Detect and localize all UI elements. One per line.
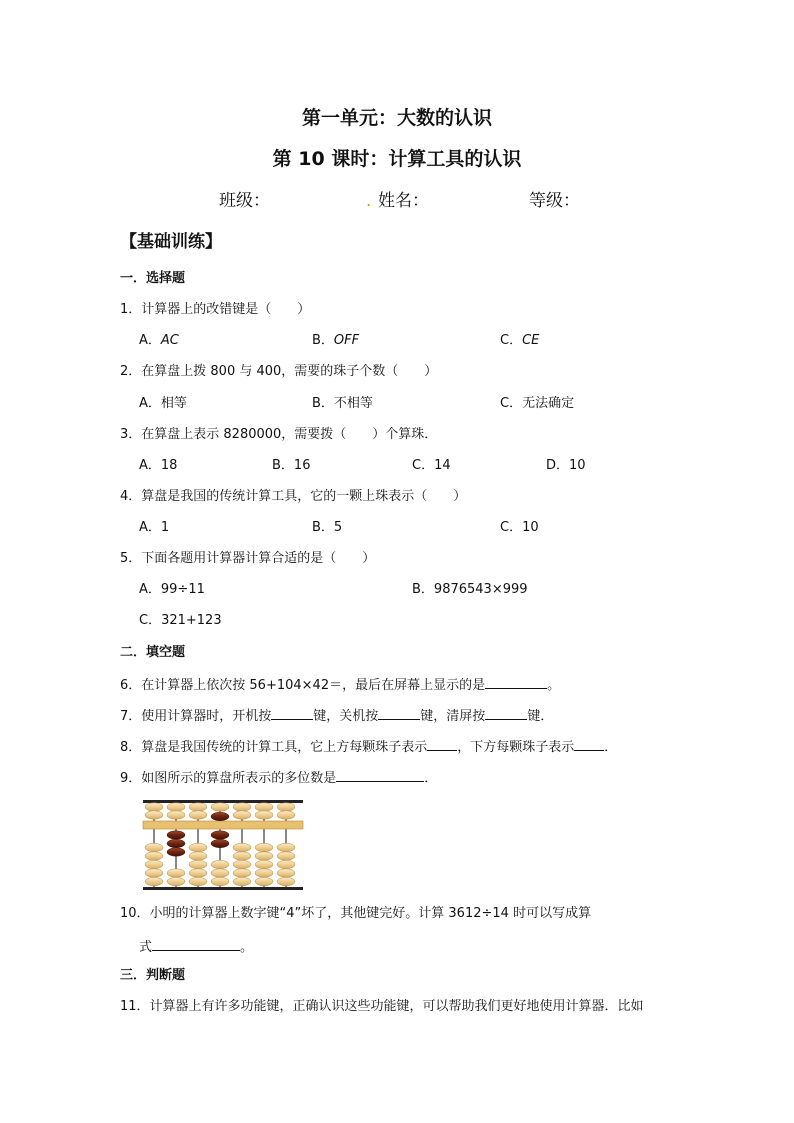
name-label: 姓名： <box>378 191 429 211</box>
abacus-bead-counted <box>167 848 185 856</box>
grade-label: 等级： <box>529 191 580 211</box>
abacus-bead <box>189 877 207 885</box>
abacus-figure <box>142 799 304 891</box>
abacus-bead <box>189 843 207 851</box>
q5-option-b: B．9876543×999 <box>412 582 528 597</box>
q3-option-d: D．10 <box>546 458 586 473</box>
question-1: 1．计算器上的改错键是（ ） <box>120 302 311 317</box>
abacus-bead-counted <box>211 839 229 847</box>
abacus-bead <box>145 877 163 885</box>
abacus-bead <box>145 860 163 868</box>
abacus-bead <box>145 869 163 877</box>
abacus-bead <box>145 803 163 811</box>
q3-option-b: B．16 <box>272 458 311 473</box>
answer-blank[interactable] <box>427 738 457 751</box>
question-10-line1: 10．小明的计算器上数字键“4”坏了，其他键完好。计算 3612÷14 时可以写成算 <box>120 906 592 921</box>
answer-blank[interactable] <box>271 707 313 720</box>
abacus-bead <box>277 811 295 819</box>
abacus-bead <box>233 811 251 819</box>
abacus-bead <box>167 803 185 811</box>
separator-dot: . <box>366 191 372 211</box>
abacus-bead-counted <box>167 831 185 839</box>
answer-blank[interactable] <box>378 707 420 720</box>
abacus-bead <box>255 811 273 819</box>
q3-option-c: C．14 <box>412 458 451 473</box>
q1-option-c: C．CE <box>500 333 540 348</box>
abacus-bead <box>189 852 207 860</box>
abacus-bead <box>211 869 229 877</box>
abacus-bead <box>255 877 273 885</box>
abacus-bead <box>255 803 273 811</box>
q1-option-b: B．OFF <box>312 333 360 348</box>
section-judge: 三．判断题 <box>120 968 186 983</box>
abacus-bead <box>233 860 251 868</box>
abacus-bead <box>255 869 273 877</box>
answer-blank[interactable] <box>485 707 527 720</box>
abacus-bead <box>233 877 251 885</box>
abacus-bead <box>189 869 207 877</box>
answer-blank[interactable] <box>152 938 240 951</box>
abacus-bead <box>277 877 295 885</box>
abacus-bead-counted <box>211 812 229 820</box>
q4-option-b: B．5 <box>312 520 343 535</box>
question-4: 4．算盘是我国的传统计算工具，它的一颗上珠表示（ ） <box>120 489 467 504</box>
abacus-bead <box>189 860 207 868</box>
question-3: 3．在算盘上表示 8280000，需要拨（ ）个算珠． <box>120 427 438 442</box>
q5-option-c: C．321+123 <box>139 613 222 628</box>
abacus-bead <box>167 869 185 877</box>
abacus-bead <box>277 860 295 868</box>
abacus-bead <box>277 852 295 860</box>
abacus-bead <box>233 869 251 877</box>
q2-option-b: B．不相等 <box>312 396 373 411</box>
answer-blank[interactable] <box>485 676 547 689</box>
q4-option-c: C．10 <box>500 520 539 535</box>
abacus-bead <box>167 877 185 885</box>
question-7: 7．使用计算器时，开机按 键，关机按 键，清屏按 键． <box>120 709 554 724</box>
abacus-bead <box>211 803 229 811</box>
section-choice: 一．选择题 <box>120 271 186 286</box>
question-9: 9．如图所示的算盘所表示的多位数是 ． <box>120 771 438 786</box>
section-fill: 二．填空题 <box>120 645 186 660</box>
question-8: 8．算盘是我国传统的计算工具，它上方每颗珠子表示 ，下方每颗珠子表示 ． <box>120 740 618 755</box>
q4-option-a: A．1 <box>139 520 170 535</box>
class-label: 班级： <box>219 191 270 211</box>
q5-option-a: A．99÷11 <box>139 582 205 597</box>
abacus-bead <box>277 869 295 877</box>
abacus-bead <box>167 811 185 819</box>
q2-option-c: C．无法确定 <box>500 396 575 411</box>
abacus-bead <box>255 852 273 860</box>
q2-option-a: A．相等 <box>139 396 187 411</box>
abacus-bead <box>233 843 251 851</box>
abacus-bead-counted <box>167 839 185 847</box>
abacus-bead <box>277 843 295 851</box>
abacus-bead <box>255 860 273 868</box>
abacus-bead <box>189 803 207 811</box>
abacus-bead <box>145 811 163 819</box>
question-11: 11．计算器上有许多功能键，正确认识这些功能键，可以帮助我们更好地使用计算器．比如 <box>120 999 644 1014</box>
q3-option-a: A．18 <box>139 458 178 473</box>
q1-option-a: A．AC <box>139 333 179 348</box>
abacus-bead-counted <box>211 831 229 839</box>
abacus-bead <box>211 877 229 885</box>
abacus-bead <box>145 852 163 860</box>
abacus-bead <box>145 843 163 851</box>
unit-title: 第一单元：大数的认识 <box>301 107 492 129</box>
answer-blank[interactable] <box>336 769 424 782</box>
basic-training-heading: 【基础训练】 <box>120 232 222 252</box>
question-2: 2．在算盘上拨 800 与 400，需要的珠子个数（ ） <box>120 364 438 379</box>
abacus-bead <box>189 811 207 819</box>
answer-blank[interactable] <box>574 738 604 751</box>
question-10-line2: 式 。 <box>139 940 254 955</box>
abacus-bead <box>233 852 251 860</box>
abacus-bead <box>211 860 229 868</box>
abacus-bead <box>277 803 295 811</box>
abacus-bead <box>233 803 251 811</box>
lesson-title: 第 10 课时：计算工具的认识 <box>272 148 522 170</box>
abacus-bead <box>255 843 273 851</box>
question-6: 6．在计算器上依次按 56+104×42＝，最后在屏幕上显示的是 。 <box>120 678 561 693</box>
question-5: 5．下面各题用计算器计算合适的是（ ） <box>120 551 376 566</box>
